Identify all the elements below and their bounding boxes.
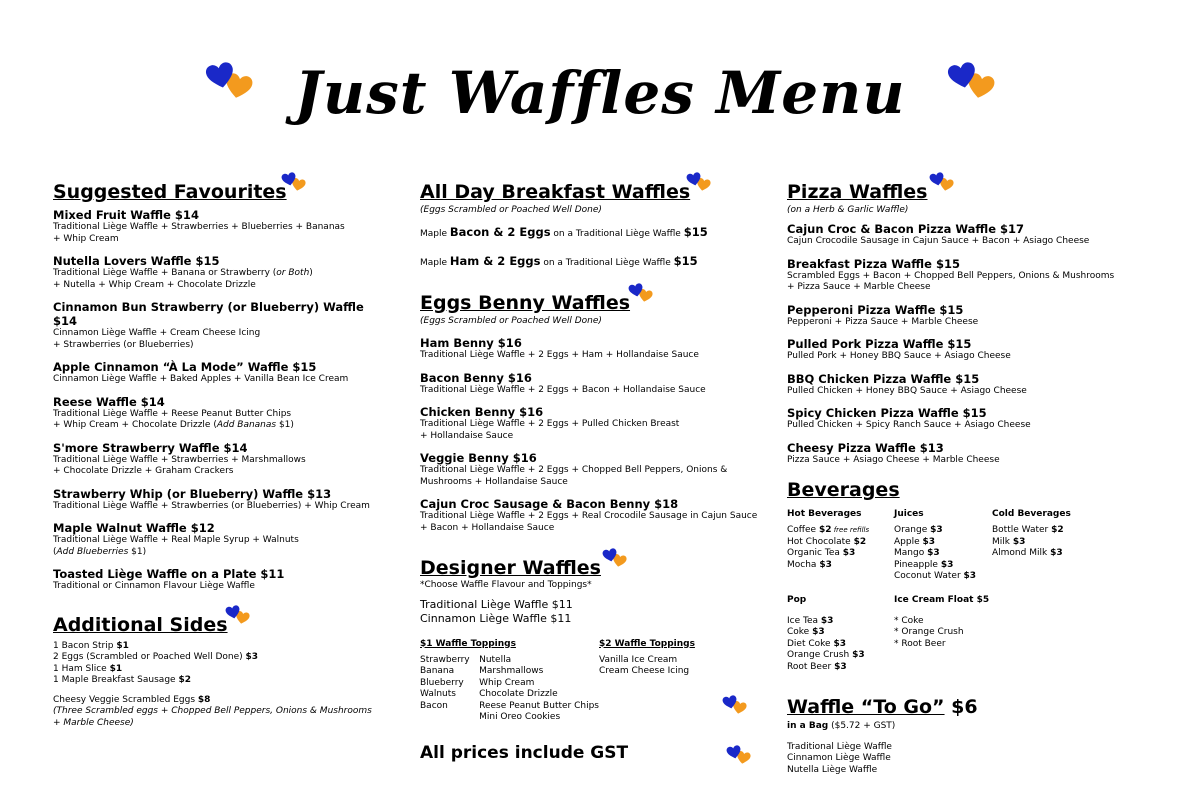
menu-item: Maple Bacon & 2 Eggs on a Traditional Liège Waffle $15 — [420, 225, 708, 239]
menu-item: Bacon Benny $16 Traditional Liège Waffle + 2 Eggs + Bacon + Hollandaise Sauce — [420, 370, 706, 395]
menu-item: Cajun Croc & Bacon Pizza Waffle $17 Cajun Crocodile Sausage in Cajun Sauce + Bacon + Asiago Cheese — [787, 222, 1090, 246]
middle-column: All Day Breakfast Waffles (Eggs Scrambled or Poached Well Done) Maple Bacon & 2 Eggs on a Traditional Liège Waffle $15 Maple Ham & 2 Eggs on a Traditional Liège Waffle $15 Eggs Benny Waffles (Eggs Scrambled or Poached Well Done) Ham Benny $16 Traditional Liège Waffle + 2 Eggs + Ham + Hollandaise Sauce Bacon Benny $16 Traditional Liège Waffle + 2 Eggs + Bacon + Hollandaise Sauce Chicken Benny $16 Traditional Liège Waffle + 2 Eggs + Pulled Chicken Breast + Hollandaise Sauce Veggie Benny $16 Traditional Liège Waffle + 2 Eggs + Chopped Bell Peppers, Onions & Mushrooms + Hollandaise Sauce Cajun Croc Sausage & Bacon Benny $18 Traditional Liège Waffle + 2 Eggs + Real Crocodile Sausage in Cajun Sauce + Bacon + Hollandaise Sauce Designer Waffles *Choose Waffle Flavour and Toppings* Traditional Liège Waffle $11 Cinnamon Liège Waffle $11 $1 Waffle Toppings Strawberry Banana Blueberry Walnuts Bacon Nutella Marshmallows Whip Cream Chocolate Drizzle Reese Peanut Butter Chips Mini Oreo Cookies $2 Waffle Toppings Vanilla Ice Cream Cream Cheese Icing All prices include GST — [420, 180, 770, 724]
right-column: Pizza Waffles (on a Herb & Garlic Waffle) Cajun Croc & Bacon Pizza Waffle $17 Cajun Crocodile Sausage in Cajun Sauce + Bacon + Asiago Cheese Breakfast Pizza Waffle $15 Scrambled Eggs + Bacon + Chopped Bell Peppers, Onions & Mushrooms + Pizza Sauce + Marble Cheese Pepperoni Pizza Waffle $15 Pepperoni + Pizza Sauce + Marble Cheese Pulled Pork Pizza Waffle $15 Pulled Pork + Honey BBQ Sauce + Asiago Cheese BBQ Chicken Pizza Waffle $15 Pulled Chicken + Honey BBQ Sauce + Asiago Cheese Spicy Chicken Pizza Waffle $15 Pulled Chicken + Spicy Ranch Sauce + Asiago Cheese Cheesy Pizza Waffle $13 Pizza Sauce + Asiago Cheese + Marble Cheese Beverages Hot Beverages Coffee $2 free refills Hot Chocolate $2 Organic Tea $3 Mocha $3 Juices Orange $3 Apple $3 Mango $3 Pineapple $3 Coconut Water $3 Cold Beverages Bottle Water $2 Milk $3 Almond Milk $3 Pop Ice Tea $3 Coke $3 Diet Coke $3 Orange Crush $3 Root Beer $3 Ice Cream Float $5 * Coke * Orange Crush * Root Beer Waffle “To Go” $6 in a Bag ($5.72 + GST) Traditional Liège Waffle Cinnamon Liège Waffle Nutella Liège Waffle — [787, 180, 1147, 776]
menu-item: Apple Cinnamon “À La Mode” Waffle $15 Cinnamon Liège Waffle + Baked Apples + Vanilla Bean Ice Cream — [53, 360, 349, 384]
menu-item: Nutella Lovers Waffle $15 Traditional Liège Waffle + Banana or Strawberry (or Both) + Nutella + Whip Cream + Chocolate Drizzle — [53, 254, 313, 290]
menu-item: Cheesy Pizza Waffle $13 Pizza Sauce + Asiago Cheese + Marble Cheese — [787, 440, 1000, 465]
page-title: Just Waffles Menu — [294, 59, 906, 127]
hearts-icon — [686, 172, 712, 194]
menu-item: Cajun Croc Sausage & Bacon Benny $18 Traditional Liège Waffle + 2 Eggs + Real Crocodile Sausage in Cajun Sauce + Bacon + Hollandaise Sauce — [420, 497, 758, 533]
hearts-icon — [726, 745, 752, 767]
section-heading-beverages: Beverages — [787, 479, 900, 501]
menu-item: BBQ Chicken Pizza Waffle $15 Pulled Chicken + Honey BBQ Sauce + Asiago Cheese — [787, 371, 1027, 396]
gst-note: All prices include GST — [420, 743, 629, 763]
menu-item: Reese Waffle $14 Traditional Liège Waffle + Reese Peanut Butter Chips + Whip Cream + Chocolate Drizzle (Add Bananas $1) — [53, 394, 294, 430]
section-heading-pizza: Pizza Waffles — [787, 181, 928, 203]
section-heading-sides: Additional Sides — [53, 613, 228, 636]
beverages-grid-2: Pop Ice Tea $3 Coke $3 Diet Coke $3 Orange Crush $3 Root Beer $3 Ice Cream Float $5 * Coke * Orange Crush * Root Beer — [787, 594, 990, 672]
hearts-icon — [722, 695, 748, 717]
hearts-icon — [940, 62, 1004, 104]
left-column — [53, 180, 388, 729]
menu-item: S'more Strawberry Waffle $14 Traditional Liège Waffle + Strawberries + Marshmallows + Chocolate Drizzle + Graham Crackers — [53, 440, 306, 476]
menu-item: Pepperoni Pizza Waffle $15 Pepperoni + Pizza Sauce + Marble Cheese — [787, 302, 979, 327]
section-heading-breakfast: All Day Breakfast Waffles — [420, 181, 691, 203]
hearts-icon — [225, 605, 251, 627]
to-go-section: Waffle “To Go” $6 in a Bag ($5.72 + GST) Traditional Liège Waffle Cinnamon Liège Waffle Nutella Liège Waffle — [787, 696, 978, 775]
menu-item: Mixed Fruit Waffle $14 Traditional Liège Waffle + Strawberries + Blueberries + Bananas + Whip Cream — [53, 208, 345, 244]
section-heading-benny: Eggs Benny Waffles — [420, 292, 631, 314]
hearts-icon — [628, 283, 654, 305]
menu-item: Breakfast Pizza Waffle $15 Scrambled Eggs + Bacon + Chopped Bell Peppers, Onions & Mushrooms + Pizza Sauce + Marble Cheese — [787, 256, 1115, 292]
hearts-icon — [602, 548, 628, 570]
menu-item: Maple Ham & 2 Eggs on a Traditional Liège Waffle $15 — [420, 253, 698, 268]
hearts-icon — [281, 172, 307, 194]
menu-item: Chicken Benny $16 Traditional Liège Waffle + 2 Eggs + Pulled Chicken Breast + Hollandaise Sauce — [420, 405, 680, 441]
menu-item: Ham Benny $16 Traditional Liège Waffle + 2 Eggs + Ham + Hollandaise Sauce — [420, 336, 699, 360]
menu-item: Pulled Pork Pizza Waffle $15 Pulled Pork + Honey BBQ Sauce + Asiago Cheese — [787, 337, 1011, 361]
menu-item: Toasted Liège Waffle on a Plate $11 Traditional or Cinnamon Flavour Liège Waffle — [53, 567, 285, 591]
sides-list: 1 Bacon Strip $1 2 Eggs (Scrambled or Poached Well Done) $3 1 Ham Slice $1 1 Maple Breakfast Sausage $2 Cheesy Veggie Scrambled Eggs $8 (Three Scrambled eggs + Chopped Bell Peppers, Onions & Mushrooms + Marble Cheese) — [53, 640, 372, 728]
section-heading-designer: Designer Waffles — [420, 557, 601, 579]
menu-item: Veggie Benny $16 Traditional Liège Waffle + 2 Eggs + Chopped Bell Peppers, Onions & Mushrooms + Hollandaise Sauce — [420, 451, 728, 487]
menu-item: Strawberry Whip (or Blueberry) Waffle $13 Traditional Liège Waffle + Strawberries (or Blueberries) + Whip Cream — [53, 486, 370, 511]
section-heading-suggested: Suggested Favourites — [53, 181, 287, 203]
hearts-icon — [929, 172, 955, 194]
menu-item: Spicy Chicken Pizza Waffle $15 Pulled Chicken + Spicy Ranch Sauce + Asiago Cheese — [787, 406, 1031, 430]
menu-item: Maple Walnut Waffle $12 Traditional Liège Waffle + Real Maple Syrup + Walnuts (Add Blueberries $1) — [53, 521, 299, 557]
hearts-icon — [198, 62, 262, 104]
beverages-grid: Hot Beverages Coffee $2 free refills Hot Chocolate $2 Organic Tea $3 Mocha $3 Juices Orange $3 Apple $3 Mango $3 Pineapple $3 Coconut Water $3 Cold Beverages Bottle Water $2 Milk $3 Almond Milk $3 — [787, 509, 1071, 581]
toppings: $1 Waffle Toppings Strawberry Banana Blueberry Walnuts Bacon Nutella Marshmallows Whip Cream Chocolate Drizzle Reese Peanut Butter Chips Mini Oreo Cookies $2 Waffle Toppings Vanilla Ice Cream Cream Cheese Icing — [420, 638, 695, 722]
menu-item: Cinnamon Bun Strawberry (or Blueberry) Waffle $14 Cinnamon Liège Waffle + Cream Cheese Icing + Strawberries (or Blueberries) — [53, 300, 364, 350]
